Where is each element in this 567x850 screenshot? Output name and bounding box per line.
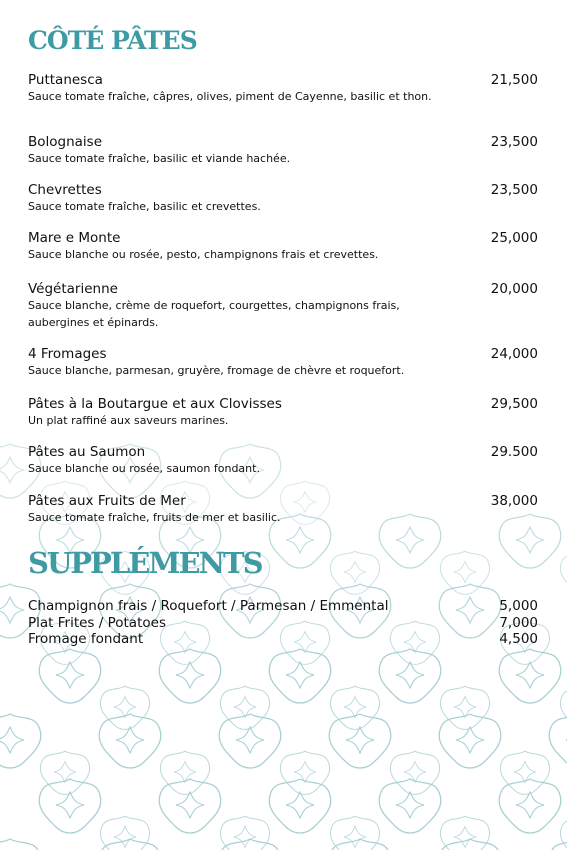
menu-item <box>28 72 538 105</box>
pattern-motif <box>269 779 331 833</box>
pattern-motif <box>499 649 561 703</box>
pattern-motif <box>159 779 221 833</box>
supplement-row <box>28 598 538 615</box>
pattern-motif <box>99 714 161 768</box>
pattern-motif <box>439 839 501 850</box>
menu-item-description: Sauce blanche ou rosée, pesto, champignons frais et crevettes. <box>28 248 379 261</box>
menu-item-description: Sauce tomate fraîche, câpres, olives, piment de Cayenne, basilic et thon. <box>28 90 432 103</box>
menu-item-price: 21,500 <box>490 72 538 88</box>
menu-item-price: 24,000 <box>490 346 538 362</box>
pattern-motif <box>329 714 391 768</box>
section-title-pates: CÔTÉ PÂTES <box>28 26 197 55</box>
supplement-name: Plat Frites / Potatoes <box>28 614 166 631</box>
menu-item-price: 38,000 <box>490 493 538 509</box>
menu-item-price: 23,500 <box>490 134 538 150</box>
menu-item-description: Sauce tomate fraîche, basilic et crevettes. <box>28 200 261 213</box>
supplements-list <box>28 598 538 648</box>
pattern-motif <box>379 779 441 833</box>
supplement-name: Champignon frais / Roquefort / Parmesan / Emmental <box>28 598 389 614</box>
pattern-motif <box>39 649 101 703</box>
menu-item <box>28 444 538 477</box>
menu-item-description: Sauce tomate fraîche, fruits de mer et basilic. <box>28 511 281 524</box>
menu-item-name: Pâtes au Saumon <box>28 444 146 460</box>
menu-item-price: 29,500 <box>490 396 538 412</box>
menu-item-name: Végétarienne <box>28 281 118 297</box>
menu-item <box>28 493 538 526</box>
pattern-motif <box>219 714 281 768</box>
menu-item-price: 29.500 <box>490 444 538 460</box>
supplement-price: 4,500 <box>499 631 538 647</box>
pattern-motif <box>269 649 331 703</box>
pattern-motif <box>499 779 561 833</box>
menu-item-description: Sauce tomate fraîche, basilic et viande hachée. <box>28 152 291 165</box>
menu-item-price: 25,000 <box>490 230 538 246</box>
menu-item <box>28 182 538 215</box>
pattern-motif <box>329 839 391 850</box>
pattern-motif <box>0 714 41 768</box>
pattern-motif <box>560 551 567 594</box>
menu-item-price: 23,500 <box>490 182 538 198</box>
pattern-motif <box>560 686 567 729</box>
pattern-motif <box>330 686 379 729</box>
supplement-price: 5,000 <box>499 598 538 614</box>
pattern-motif <box>439 714 501 768</box>
menu-item-description: Sauce blanche, crème de roquefort, courgettes, champignons frais, aubergines et épinards. <box>28 299 400 329</box>
menu-item-price: 20,000 <box>490 281 538 297</box>
pattern-motif <box>379 649 441 703</box>
pattern-motif <box>440 686 489 729</box>
pattern-motif <box>100 686 149 729</box>
menu-item <box>28 396 538 429</box>
pattern-motif <box>159 649 221 703</box>
pattern-motif <box>40 751 89 794</box>
menu-item <box>28 281 538 331</box>
pattern-motif <box>390 751 439 794</box>
menu-item-description: Un plat raffiné aux saveurs marines. <box>28 414 229 427</box>
menu-item-description: Sauce blanche ou rosée, saumon fondant. <box>28 462 260 475</box>
supplement-row <box>28 615 538 632</box>
menu-item <box>28 134 538 167</box>
pattern-motif <box>160 751 209 794</box>
supplement-name: Fromage fondant <box>28 631 144 647</box>
menu-item-name: Chevrettes <box>28 182 102 198</box>
supplement-price: 7,000 <box>499 614 538 631</box>
menu-item-name: Mare e Monte <box>28 230 121 246</box>
pattern-motif <box>280 751 329 794</box>
menu-item-name: 4 Fromages <box>28 346 107 362</box>
menu-item-description: Sauce blanche, parmesan, gruyère, fromage de chèvre et roquefort. <box>28 364 405 377</box>
pattern-motif <box>219 839 281 850</box>
pattern-motif <box>99 839 161 850</box>
menu-item-name: Pâtes à la Boutargue et aux Clovisses <box>28 396 282 412</box>
menu-item-name: Pâtes aux Fruits de Mer <box>28 493 186 509</box>
pattern-motif <box>39 779 101 833</box>
pattern-motif <box>0 839 41 850</box>
pattern-motif <box>560 816 567 850</box>
pattern-motif <box>500 751 549 794</box>
menu-item <box>28 230 538 263</box>
menu-item-name: Bolognaise <box>28 134 103 150</box>
pattern-motif <box>220 686 269 729</box>
menu-item <box>28 346 538 379</box>
pattern-motif <box>549 714 567 768</box>
menu-item-name: Puttanesca <box>28 72 103 88</box>
supplement-row <box>28 631 538 648</box>
section-title-supplements: SUPPLÉMENTS <box>28 546 262 580</box>
